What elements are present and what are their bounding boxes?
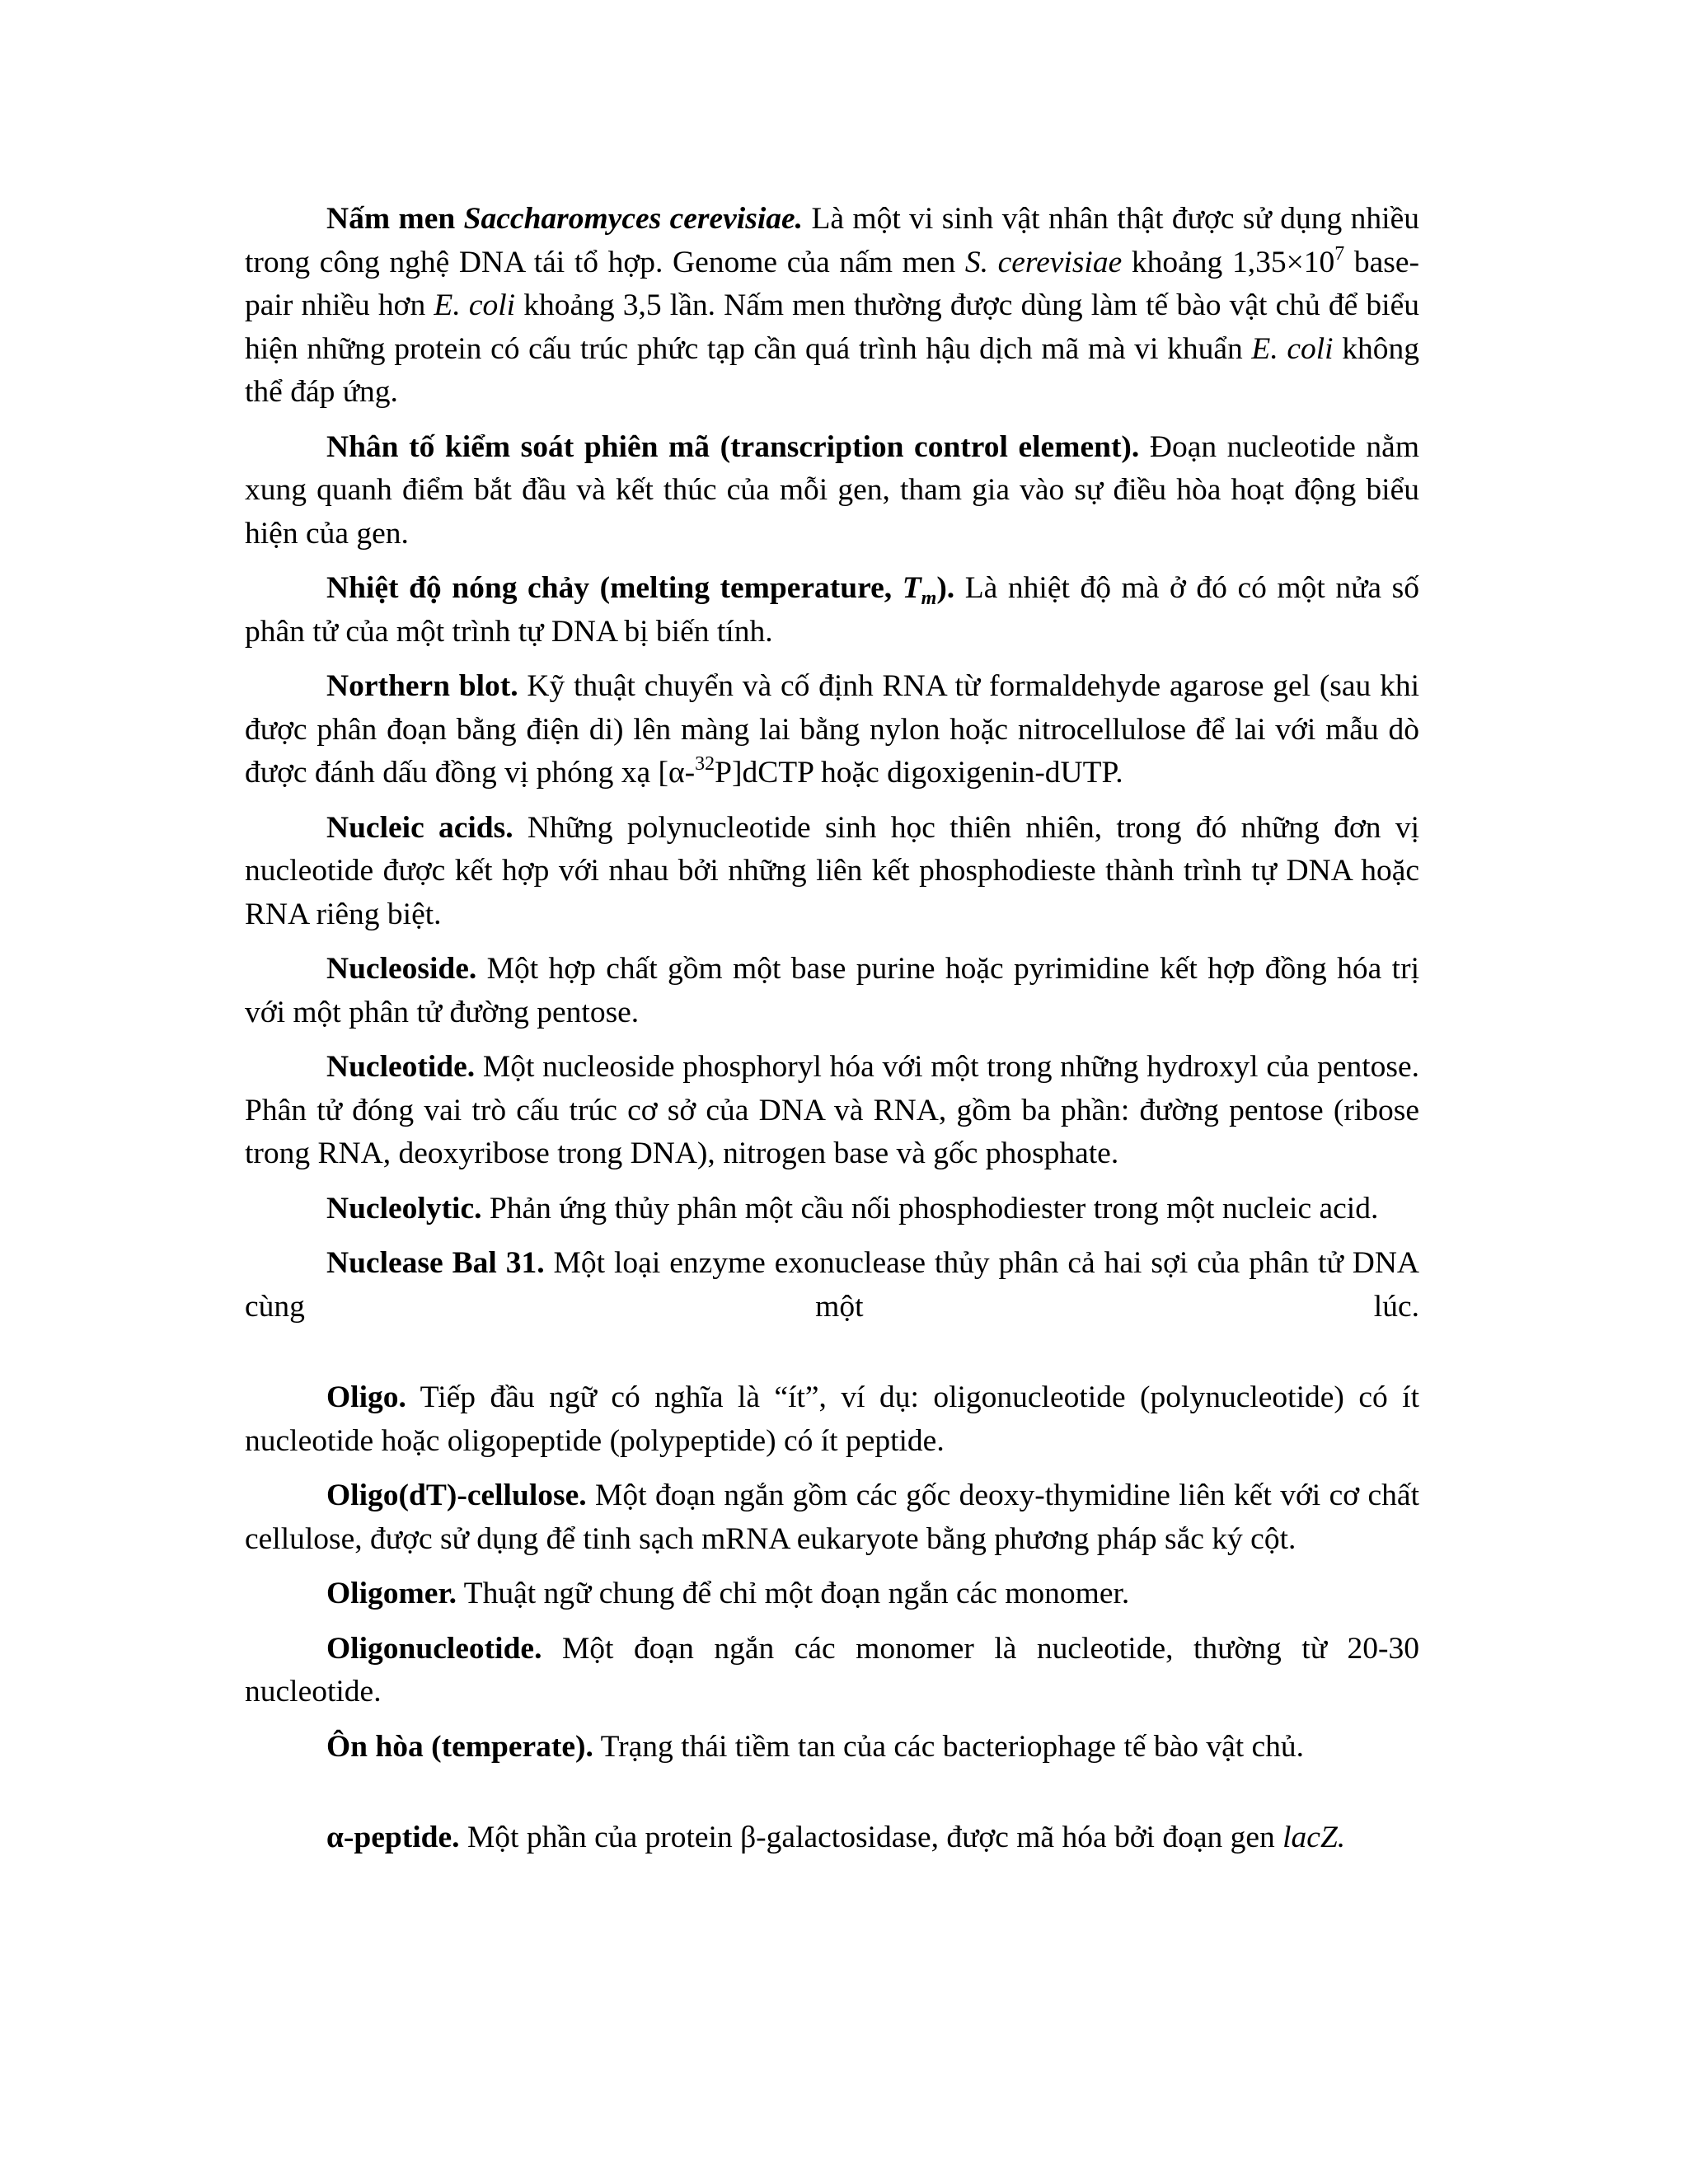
term-heading: Nucleolytic. (326, 1191, 482, 1226)
term-subscript: m (921, 588, 937, 609)
term-heading: Oligo. (326, 1380, 406, 1414)
glossary-content (245, 198, 1419, 1872)
term-heading: Oligo(dT)-cellulose. (326, 1479, 587, 1512)
definition-text: không thể đáp ứng. (245, 331, 1419, 409)
entry-oligonucleotide (245, 1628, 1419, 1714)
entry-oligomer (245, 1572, 1419, 1616)
definition-text: Tiếp đầu ngữ có nghĩa là “ít”, ví dụ: oligonucleotide (polynucleotide) có ít nucleotide hoặc oligopeptide (polypeptide) có ít peptide. (245, 1380, 1419, 1458)
entry-nucleoside (245, 948, 1419, 1034)
exponent: 7 (1334, 242, 1345, 265)
entry-oligo-dt-cellulose (245, 1474, 1419, 1561)
term-heading: Nucleoside. (326, 952, 477, 986)
term-heading: α-peptide. (326, 1821, 460, 1854)
definition-text: khoảng 1,35×10 (1122, 245, 1335, 279)
species-name: E. coli (434, 288, 516, 322)
term-heading: Nuclease Bal 31. (326, 1246, 545, 1280)
isotope-superscript: 32 (695, 753, 715, 775)
species-name: S. cerevisiae (964, 245, 1123, 279)
term-heading: Ôn hòa (temperate). (326, 1729, 593, 1764)
term-italic-text: Saccharomyces cerevisiae. (463, 202, 804, 236)
term-heading: Nucleotide. (326, 1050, 476, 1084)
term-heading: Oligomer. (326, 1577, 457, 1610)
definition-text: Một đoạn ngắn các monomer là nucleotide, thường từ 20-30 nucleotide. (245, 1631, 1419, 1708)
entry-melting-temperature (245, 567, 1419, 654)
term-heading: Northern blot. (326, 669, 518, 703)
definition-text: Là một vi sinh vật nhân thật được sử dụng nhiều trong công nghệ DNA tái tổ hợp. Genome của nấm men (245, 202, 1419, 279)
term-heading: Oligonucleotide. (326, 1631, 542, 1666)
term-heading (326, 202, 803, 236)
term-text: ). (936, 571, 955, 605)
entry-saccharomyces (245, 198, 1419, 415)
entry-nucleolytic (245, 1188, 1419, 1231)
definition-text: P]dCTP hoặc digoxigenin-dUTP. (715, 756, 1123, 790)
definition-text: Là nhiệt độ mà ở đó có một nửa số phân tử của một trình tự DNA bị biến tính. (245, 571, 1419, 649)
definition-text: Một phần của protein β-galactosidase, được mã hóa bởi đoạn gen (459, 1821, 1283, 1854)
definition-text: Những polynucleotide sinh học thiên nhiên, trong đó những đơn vị nucleotide được kết hợp với nhau bởi những liên kết phosphodieste thành trình tự DNA hoặc RNA riêng biệt. (245, 810, 1419, 931)
entry-transcription-control (245, 426, 1419, 556)
entry-nucleotide (245, 1046, 1419, 1176)
definition-text: base-pair nhiều hơn (245, 245, 1420, 322)
definition-text: Đoạn nucleotide nằm xung quanh điểm bắt đầu và kết thúc của mỗi gen, tham gia vào sự điều hòa hoạt động biểu hiện của gen. (245, 429, 1419, 551)
term-heading (326, 571, 955, 609)
species-name: E. coli (1251, 331, 1334, 366)
definition-text: Một đoạn ngắn gồm các gốc deoxy-thymidine liên kết với cơ chất cellulose, được sử dụng để tinh sạch mRNA eukaryote bằng phương pháp sắc ký cột. (245, 1479, 1419, 1556)
entry-nuclease-bal31 (245, 1242, 1419, 1329)
definition-text: khoảng 3,5 lần. Nấm men thường được dùng làm tế bào vật chủ để biểu hiện những protein có cấu trúc phức tạp cần quá trình hậu dịch mã mà vi khuẩn (245, 288, 1419, 366)
term-text: Nhiệt độ nóng chảy (melting temperature, (326, 571, 893, 605)
definition-text: Một nucleoside phosphoryl hóa với một trong những hydroxyl của pentose. Phân tử đóng vai trò cấu trúc cơ sở của DNA và RNA, gồm ba phần: đường pentose (ribose trong RNA, deoxyribose trong DNA), nitrogen base và gốc phosphate. (245, 1050, 1419, 1170)
entry-nucleic-acids (245, 807, 1419, 937)
term-variable: T (902, 571, 921, 605)
definition-text: Thuật ngữ chung để chỉ một đoạn ngắn các monomer. (456, 1577, 1130, 1610)
entry-oligo (245, 1376, 1419, 1463)
definition-text: Một hợp chất gồm một base purine hoặc pyrimidine kết hợp đồng hóa trị với một phân tử đường pentose. (245, 952, 1419, 1029)
gene-name: lacZ. (1282, 1821, 1346, 1854)
definition-text: Kỹ thuật chuyển và cố định RNA từ formaldehyde agarose gel (sau khi được phân đoạn bằng điện di) lên màng lai bằng nylon hoặc nitrocellulose để lai với mẫu dò được đánh dấu đồng vị phóng xạ [α- (245, 669, 1419, 790)
entry-northern-blot (245, 665, 1419, 795)
term-heading: Nhân tố kiểm soát phiên mã (transcription control element). (326, 429, 1140, 464)
definition-text: Phản ứng thủy phân một cầu nối phosphodiester trong một nucleic acid. (481, 1191, 1379, 1226)
entry-alpha-peptide (245, 1816, 1419, 1860)
entry-temperate (245, 1726, 1419, 1769)
term-heading: Nucleic acids. (326, 810, 513, 845)
definition-text: Trạng thái tiềm tan của các bacteriophage tế bào vật chủ. (593, 1729, 1305, 1764)
term-text: Nấm men (326, 202, 456, 236)
definition-text: Một loại enzyme exonuclease thủy phân cả hai sợi của phân tử DNA cùng một lúc. (245, 1246, 1419, 1324)
